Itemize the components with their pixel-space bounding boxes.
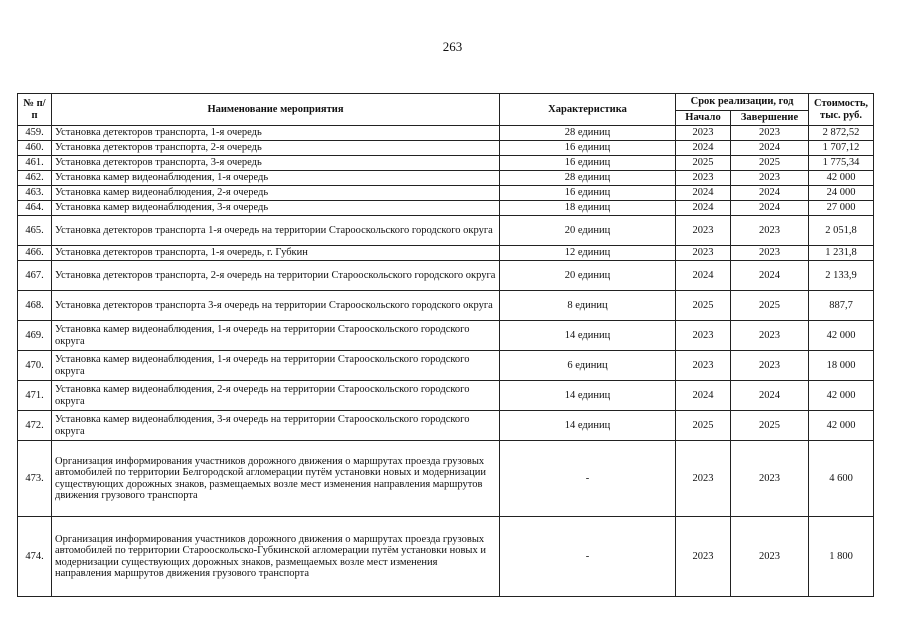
row-cost: 18 000 — [809, 351, 874, 381]
row-end-year: 2023 — [731, 246, 809, 261]
row-end-year: 2023 — [731, 321, 809, 351]
row-characteristic: 20 единиц — [500, 261, 676, 291]
row-end-year: 2023 — [731, 517, 809, 597]
table-row — [18, 126, 874, 141]
row-start-year: 2023 — [676, 126, 731, 141]
row-start-year: 2023 — [676, 246, 731, 261]
row-num: 466. — [18, 246, 52, 261]
row-name: Установка камер видеонаблюдения, 1-я очередь на территории Старооскольского городского округа — [52, 321, 500, 351]
row-end-year: 2024 — [731, 186, 809, 201]
row-cost: 42 000 — [809, 171, 874, 186]
row-start-year: 2023 — [676, 171, 731, 186]
row-cost: 4 600 — [809, 441, 874, 517]
measures-table — [17, 93, 874, 597]
table-row — [18, 291, 874, 321]
table-row — [18, 517, 874, 597]
row-num: 462. — [18, 171, 52, 186]
row-num: 472. — [18, 411, 52, 441]
row-end-year: 2024 — [731, 261, 809, 291]
row-cost: 1 800 — [809, 517, 874, 597]
row-num: 470. — [18, 351, 52, 381]
row-cost: 42 000 — [809, 381, 874, 411]
row-num: 471. — [18, 381, 52, 411]
row-name: Установка камер видеонаблюдения, 3-я очередь на территории Старооскольского городского округа — [52, 411, 500, 441]
row-characteristic: - — [500, 517, 676, 597]
row-characteristic: 12 единиц — [500, 246, 676, 261]
row-start-year: 2024 — [676, 261, 731, 291]
header-end: Завершение — [731, 111, 809, 126]
header-cost: Стоимость, тыс. руб. — [809, 94, 874, 126]
row-num: 459. — [18, 126, 52, 141]
row-num: 474. — [18, 517, 52, 597]
table-header — [18, 94, 874, 126]
row-name: Установка детекторов транспорта, 2-я очередь на территории Старооскольского городского округа — [52, 261, 500, 291]
row-characteristic: 6 единиц — [500, 351, 676, 381]
row-characteristic: 28 единиц — [500, 171, 676, 186]
row-end-year: 2024 — [731, 201, 809, 216]
row-characteristic: 16 единиц — [500, 141, 676, 156]
table-row — [18, 216, 874, 246]
header-name: Наименование мероприятия — [52, 94, 500, 126]
row-num: 468. — [18, 291, 52, 321]
row-cost: 1 775,34 — [809, 156, 874, 171]
row-cost: 1 231,8 — [809, 246, 874, 261]
row-start-year: 2023 — [676, 441, 731, 517]
row-start-year: 2025 — [676, 411, 731, 441]
row-name: Организация информирования участников дорожного движения о маршрутах проезда грузовых автомобилей по территории Белгородской агломерации путём установки новых и модернизации существующих дорожных знаков, размещаемых возле мест изменения направления маршрутов движения грузового транспорта — [52, 441, 500, 517]
row-name: Установка камер видеонаблюдения, 1-я очередь — [52, 171, 500, 186]
row-name: Установка камер видеонаблюдения, 1-я очередь на территории Старооскольского городского округа — [52, 351, 500, 381]
row-end-year: 2025 — [731, 291, 809, 321]
table-row — [18, 201, 874, 216]
row-num: 460. — [18, 141, 52, 156]
table-row — [18, 411, 874, 441]
row-start-year: 2024 — [676, 381, 731, 411]
table-row — [18, 381, 874, 411]
row-characteristic: 28 единиц — [500, 126, 676, 141]
row-end-year: 2023 — [731, 351, 809, 381]
row-cost: 42 000 — [809, 321, 874, 351]
table-row — [18, 171, 874, 186]
row-characteristic: 16 единиц — [500, 186, 676, 201]
row-name: Установка детекторов транспорта, 3-я очередь — [52, 156, 500, 171]
row-num: 463. — [18, 186, 52, 201]
row-cost: 2 872,52 — [809, 126, 874, 141]
row-start-year: 2025 — [676, 291, 731, 321]
row-start-year: 2023 — [676, 216, 731, 246]
table-body — [18, 126, 874, 597]
row-name: Установка детекторов транспорта 3-я очередь на территории Старооскольского городского округа — [52, 291, 500, 321]
header-start: Начало — [676, 111, 731, 126]
row-start-year: 2024 — [676, 186, 731, 201]
table-row — [18, 261, 874, 291]
row-name: Организация информирования участников дорожного движения о маршрутах проезда грузовых автомобилей по территории Старооскольско-Губкинской агломерации путём установки новых и модернизации существующих дорожных знаков, размещаемых возле мест изменения направления маршрутов движения грузового транспорта — [52, 517, 500, 597]
row-name: Установка детекторов транспорта, 2-я очередь — [52, 141, 500, 156]
row-cost: 27 000 — [809, 201, 874, 216]
row-characteristic: - — [500, 441, 676, 517]
row-start-year: 2024 — [676, 141, 731, 156]
row-end-year: 2025 — [731, 156, 809, 171]
row-name: Установка камер видеонаблюдения, 2-я очередь — [52, 186, 500, 201]
row-num: 465. — [18, 216, 52, 246]
row-characteristic: 20 единиц — [500, 216, 676, 246]
row-characteristic: 18 единиц — [500, 201, 676, 216]
row-num: 461. — [18, 156, 52, 171]
table-row — [18, 321, 874, 351]
row-start-year: 2023 — [676, 321, 731, 351]
row-start-year: 2023 — [676, 517, 731, 597]
row-start-year: 2024 — [676, 201, 731, 216]
row-characteristic: 14 единиц — [500, 321, 676, 351]
row-end-year: 2023 — [731, 171, 809, 186]
header-characteristic: Характеристика — [500, 94, 676, 126]
table-row — [18, 441, 874, 517]
row-characteristic: 14 единиц — [500, 411, 676, 441]
table-row — [18, 246, 874, 261]
row-end-year: 2023 — [731, 441, 809, 517]
row-cost: 42 000 — [809, 411, 874, 441]
row-end-year: 2023 — [731, 126, 809, 141]
page-number: 263 — [442, 39, 463, 54]
row-end-year: 2024 — [731, 141, 809, 156]
table-row — [18, 186, 874, 201]
row-cost: 2 051,8 — [809, 216, 874, 246]
row-cost: 1 707,12 — [809, 141, 874, 156]
row-end-year: 2025 — [731, 411, 809, 441]
table-row — [18, 351, 874, 381]
header-period: Срок реализации, год — [676, 94, 809, 111]
row-cost: 887,7 — [809, 291, 874, 321]
row-end-year: 2023 — [731, 216, 809, 246]
row-end-year: 2024 — [731, 381, 809, 411]
row-num: 469. — [18, 321, 52, 351]
row-num: 467. — [18, 261, 52, 291]
row-characteristic: 14 единиц — [500, 381, 676, 411]
table-row — [18, 141, 874, 156]
row-cost: 24 000 — [809, 186, 874, 201]
row-name: Установка камер видеонаблюдения, 3-я очередь — [52, 201, 500, 216]
row-name: Установка камер видеонаблюдения, 2-я очередь на территории Старооскольского городского округа — [52, 381, 500, 411]
row-num: 464. — [18, 201, 52, 216]
row-name: Установка детекторов транспорта, 1-я очередь, г. Губкин — [52, 246, 500, 261]
header-num: № п/п — [18, 94, 52, 126]
row-cost: 2 133,9 — [809, 261, 874, 291]
table-row — [18, 156, 874, 171]
row-name: Установка детекторов транспорта, 1-я очередь — [52, 126, 500, 141]
row-name: Установка детекторов транспорта 1-я очередь на территории Старооскольского городского округа — [52, 216, 500, 246]
row-num: 473. — [18, 441, 52, 517]
row-characteristic: 8 единиц — [500, 291, 676, 321]
row-characteristic: 16 единиц — [500, 156, 676, 171]
row-start-year: 2025 — [676, 156, 731, 171]
row-start-year: 2023 — [676, 351, 731, 381]
